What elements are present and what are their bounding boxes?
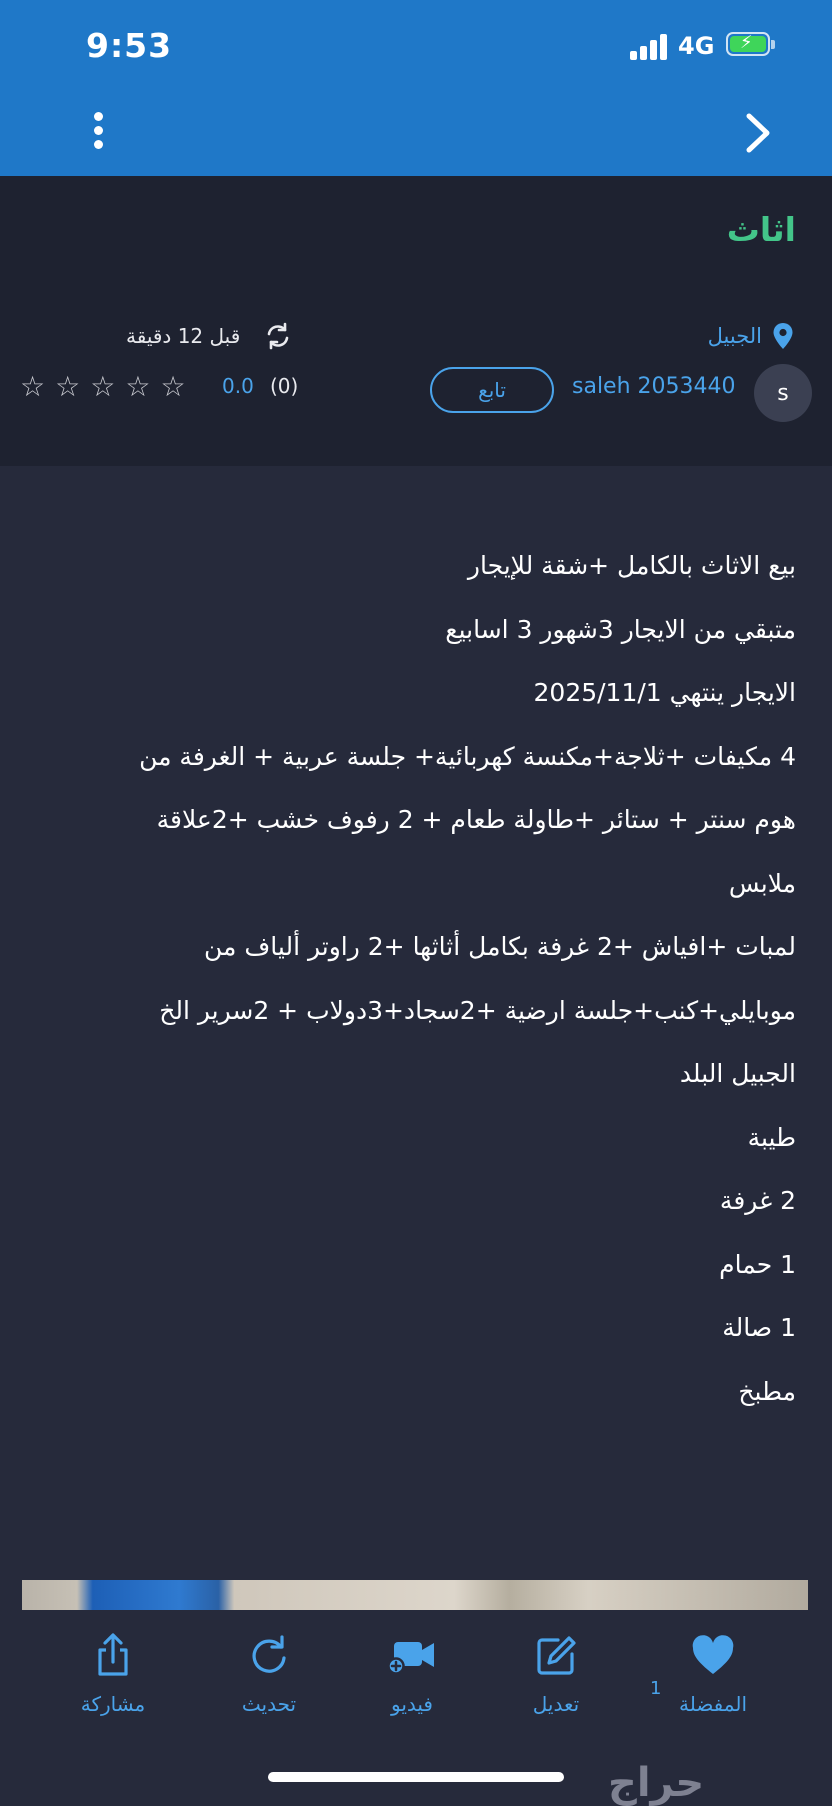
location-pin-icon bbox=[772, 322, 794, 350]
rating-score: 0.0 bbox=[222, 374, 254, 398]
nav-video[interactable] bbox=[347, 1632, 477, 1732]
edit-icon bbox=[532, 1632, 580, 1680]
nav-share-label: مشاركة bbox=[80, 1692, 146, 1716]
ad-header bbox=[0, 176, 832, 466]
brand-logo: حراج bbox=[608, 1760, 705, 1806]
app-bar bbox=[0, 92, 832, 176]
description-line: الجبيل البلد bbox=[679, 1059, 796, 1088]
description-line: 2 غرفة bbox=[719, 1186, 796, 1215]
favorites-count: 1 bbox=[650, 1678, 662, 1699]
nav-favorites[interactable] bbox=[648, 1632, 778, 1732]
description-line: هوم سنتر + ستائر +طاولة طعام + 2 رفوف خشب +2علاقة bbox=[156, 805, 796, 834]
description-line: ملابس bbox=[728, 868, 796, 898]
description-line: بيع الاثاث بالكامل +شقة للإيجار bbox=[467, 551, 796, 580]
refresh-icon bbox=[245, 1632, 293, 1680]
description-line: موبايلي+كنب+جلسة ارضية +2سجاد+3دولاب + 2سرير الخ bbox=[159, 995, 796, 1025]
rating-stars bbox=[20, 372, 186, 402]
ad-title: اثاث bbox=[726, 210, 796, 249]
rating-count: (0) bbox=[270, 374, 299, 398]
video-add-icon bbox=[384, 1632, 440, 1680]
battery-icon: ⚡ bbox=[726, 32, 770, 56]
description-line: لمبات +افياش +2 غرفة بكامل أثاثها +2 راوتر ألياف من bbox=[204, 932, 796, 961]
time-ago bbox=[126, 316, 292, 356]
star-icon: ☆ bbox=[20, 370, 46, 403]
heart-icon bbox=[689, 1632, 737, 1680]
seller-username[interactable]: saleh 2053440 bbox=[572, 374, 736, 399]
seller-avatar[interactable]: s bbox=[754, 364, 812, 422]
nav-refresh[interactable] bbox=[204, 1632, 334, 1732]
follow-button[interactable]: تابع bbox=[430, 367, 554, 413]
ad-photo[interactable] bbox=[22, 1580, 808, 1610]
star-icon: ☆ bbox=[160, 370, 186, 403]
ad-description bbox=[40, 534, 796, 1423]
sync-icon bbox=[264, 322, 292, 350]
status-time: 9:53 bbox=[86, 26, 173, 65]
nav-edit-label: تعديل bbox=[532, 1692, 580, 1716]
share-icon bbox=[89, 1632, 137, 1680]
star-icon: ☆ bbox=[90, 370, 116, 403]
nav-share[interactable] bbox=[48, 1632, 178, 1732]
location-label: الجبيل bbox=[707, 324, 762, 348]
description-line: طيبة bbox=[747, 1122, 796, 1152]
home-indicator[interactable] bbox=[268, 1772, 564, 1782]
signal-icon bbox=[630, 32, 670, 60]
nav-video-label: فيديو bbox=[391, 1692, 433, 1716]
battery-tip bbox=[771, 40, 775, 49]
description-line: متبقي من الايجار 3شهور 3 اسابيع bbox=[445, 614, 796, 644]
more-options-icon[interactable] bbox=[88, 112, 108, 156]
nav-edit[interactable] bbox=[491, 1632, 621, 1732]
description-line: مطبخ bbox=[738, 1376, 796, 1406]
description-line: 1 صالة bbox=[722, 1313, 796, 1342]
status-bar bbox=[0, 0, 832, 92]
description-line: 4 مكيفات +ثلاجة+مكنسة كهربائية+ جلسة عربية + الغرفة من bbox=[139, 741, 796, 771]
nav-favorites-label: المفضلة bbox=[678, 1692, 748, 1716]
star-icon: ☆ bbox=[55, 370, 81, 403]
star-icon: ☆ bbox=[125, 370, 151, 403]
chevron-right-icon[interactable] bbox=[740, 110, 776, 156]
nav-refresh-label: تحديث bbox=[241, 1692, 297, 1716]
network-type: 4G bbox=[678, 32, 715, 60]
location[interactable] bbox=[708, 316, 794, 356]
description-line: الايجار ينتهي 2025/11/1 bbox=[533, 678, 796, 707]
description-line: 1 حمام bbox=[719, 1249, 796, 1279]
time-ago-label: قبل 12 دقيقة bbox=[126, 324, 241, 348]
